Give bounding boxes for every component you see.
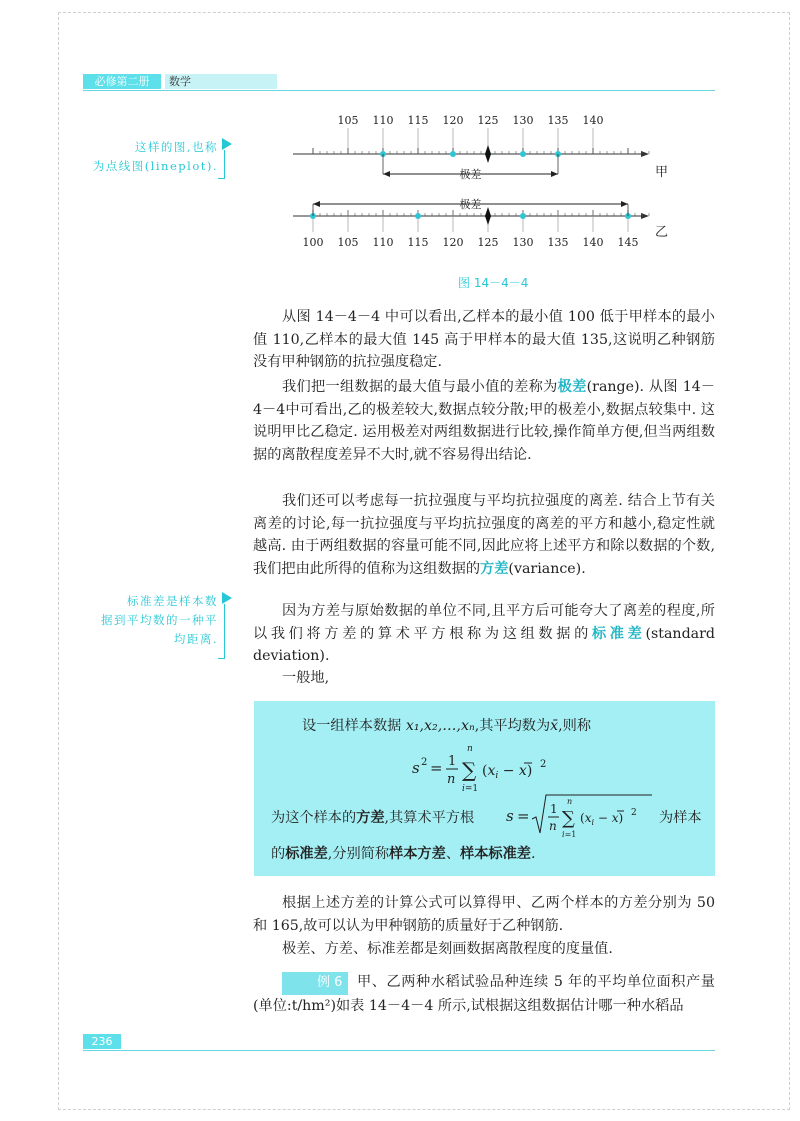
margin-note-lineplot xyxy=(93,138,218,176)
svg-text:1: 1 xyxy=(550,802,558,816)
svg-text:n: n xyxy=(567,797,573,806)
tick-label: 100 xyxy=(302,236,324,249)
margin-note-stddev xyxy=(101,592,218,649)
mean-marker xyxy=(485,145,491,163)
paragraph-result: 根据上述方差的计算公式可以算得甲、乙两个样本的方差分别为 50 和 165,故可以认为甲种钢筋的质量好于乙种钢筋. xyxy=(253,895,715,934)
tick-label: 140 xyxy=(582,114,604,127)
text: 因为方差与原始数据的单位不同,且平方后可能夸大了离差的程度,所以我们将方差的算术平方根称为这组数据的 xyxy=(253,603,715,642)
text: 我们还可以考虑每一抗拉强度与平均抗拉强度的离差. 结合上节有关离差的讨论,每一抗拉强度与平均抗拉强度的离差的平方和越小,稳定性就越高. 由于两组数据的容量可能不同,因此应将上述平方和除以数据的个数,我们把由此所得的值称为这组数据的 xyxy=(253,493,715,577)
svg-text:n: n xyxy=(447,772,456,787)
svg-text:=: = xyxy=(430,759,443,777)
svg-text:i=1: i=1 xyxy=(462,784,479,794)
paragraph-range xyxy=(253,376,715,466)
tick-label: 105 xyxy=(337,236,359,249)
term-stddev: 标准差 xyxy=(591,625,646,642)
tick-label: 110 xyxy=(372,236,394,249)
definition-box xyxy=(254,701,715,876)
term-stddev-box: 标准差 xyxy=(285,846,328,862)
tick-label: 115 xyxy=(407,114,429,127)
svg-text:=: = xyxy=(517,807,530,825)
figure-caption: 图 14－4－4 xyxy=(458,276,529,290)
box-line-3 xyxy=(271,807,474,827)
text: 的 xyxy=(271,846,286,862)
tick-label: 135 xyxy=(547,114,569,127)
tick-label: 120 xyxy=(442,114,464,127)
yi-label: 乙 xyxy=(655,225,669,240)
text: ,分别简称 xyxy=(327,846,390,862)
tick-label: 120 xyxy=(442,236,464,249)
text: ,其平均数为 xyxy=(474,718,551,734)
text: ,其算术平方根 xyxy=(384,810,475,826)
text: (variance). xyxy=(508,560,586,577)
box-line-1 xyxy=(302,715,591,735)
term-range: 极差 xyxy=(557,379,587,395)
data-point xyxy=(415,213,421,219)
box-line-4 xyxy=(271,843,535,863)
margin-arrow-icon xyxy=(222,138,232,150)
example-6 xyxy=(253,971,715,1017)
lineplot-svg xyxy=(285,110,685,260)
data-point xyxy=(520,213,526,219)
data-point xyxy=(520,151,526,157)
text: 甲、乙两种水稻试验品种连续 5 年的平均单位面积产量(单位:t/hm²)如表 14－4－4 所示,试根据这组数据估计哪一种水稻品 xyxy=(253,974,715,1014)
paragraph-1: 从图 14－4－4 中可以看出,乙样本的最小值 100 低于甲样本的最小值 110,乙样本的最大值 145 高于甲样本的最大值 135,这说明乙种钢筋没有甲种钢筋的抗拉强度稳定. xyxy=(253,309,715,371)
range-arrow-right xyxy=(621,201,628,207)
margin-note-line: 为点线图(lineplot). xyxy=(92,159,218,173)
svg-text:∑: ∑ xyxy=(562,808,575,829)
margin-note-bracket xyxy=(218,604,225,659)
svg-text:s: s xyxy=(412,759,420,777)
header-rule xyxy=(83,90,715,91)
tick-label: 145 xyxy=(617,236,639,249)
margin-note-line: 标准差是样本数 xyxy=(127,594,218,608)
margin-note-line: 这样的图,也称 xyxy=(134,140,218,154)
yi-axis xyxy=(293,197,649,249)
svg-text:∑: ∑ xyxy=(462,758,477,782)
range-arrow-right xyxy=(551,171,558,177)
svg-text:2: 2 xyxy=(540,759,547,770)
mean-marker xyxy=(485,207,491,225)
page-number: 236 xyxy=(83,1034,121,1049)
term-variance-box: 方差 xyxy=(356,810,385,826)
text: 我们把一组数据的最大值与最小值的差称为 xyxy=(282,379,558,395)
tick-label: 130 xyxy=(512,236,534,249)
svg-text:2: 2 xyxy=(421,757,428,768)
term-sample-variance: 样本方差 xyxy=(389,846,446,862)
term-sample-stddev: 样本标准差 xyxy=(460,846,531,862)
svg-text:n: n xyxy=(467,744,473,754)
stddev-formula xyxy=(506,791,656,841)
svg-text:(xi − x): $(x_i - x)$ xyxy=(482,763,533,781)
variance-formula xyxy=(412,739,572,795)
margin-note-line: 据到平均数的一种平 xyxy=(101,613,218,627)
svg-text:2: 2 xyxy=(631,808,637,818)
tick-label: 130 xyxy=(512,114,534,127)
tick-label: 125 xyxy=(477,236,499,249)
text: ,则称 xyxy=(558,718,592,734)
svg-text:n: n xyxy=(549,819,557,833)
jia-axis xyxy=(293,114,649,181)
subject-tag: 数学 xyxy=(165,74,277,89)
tick-label: 140 xyxy=(582,236,604,249)
svg-text:s: s xyxy=(506,807,514,825)
book-volume-tag: 必修第二册 xyxy=(83,74,161,89)
mean-symbol: x̄ xyxy=(550,718,559,734)
lineplot-figure xyxy=(285,110,685,264)
paragraph-measures: 极差、方差、标准差都是刻画数据离散程度的度量值. xyxy=(282,941,613,957)
svg-text:i=1: i=1 xyxy=(562,830,577,839)
range-arrow-left xyxy=(313,201,320,207)
tick-label: 110 xyxy=(372,114,394,127)
range-label: 极差 xyxy=(459,168,482,181)
margin-note-bracket xyxy=(218,150,225,179)
text: 、 xyxy=(445,846,461,862)
tick-label: 115 xyxy=(407,236,429,249)
range-arrow-left xyxy=(383,171,390,177)
svg-text:(xi − x): $(x_i - x)$ xyxy=(580,811,624,827)
box-line-3-end: 为样本 xyxy=(659,810,702,826)
example-tag: 例 6 xyxy=(282,972,348,995)
text: . xyxy=(530,846,536,862)
paragraph-variance xyxy=(253,490,715,580)
text: (range). 从图 14－4－4中可看出,乙的极差较大,数据点较分散;甲的极差小,数据点较集中. 这说明甲比乙稳定. 运用极差对两组数据进行比较,操作简单方便,但当两组数据的离散程度差异不大时,就不容易得出结论. xyxy=(253,379,715,463)
paragraph-stddev xyxy=(253,600,715,668)
text: 设一组样本数据 xyxy=(302,718,402,734)
text: 为这个样本的 xyxy=(271,810,357,826)
sample-vars: x₁,x₂,…,xₙ xyxy=(405,718,475,734)
footer-rule xyxy=(83,1050,715,1051)
svg-text:1: 1 xyxy=(448,754,457,769)
tick-label: 135 xyxy=(547,236,569,249)
text: (standard deviation). xyxy=(253,625,715,665)
paragraph-generally: 一般地, xyxy=(282,670,330,686)
jia-label: 甲 xyxy=(655,165,669,180)
term-variance: 方差 xyxy=(480,560,509,577)
data-point xyxy=(450,151,456,157)
tick-label: 105 xyxy=(337,114,359,127)
tick-label: 125 xyxy=(477,114,499,127)
range-label: 极差 xyxy=(459,198,482,211)
margin-arrow-icon xyxy=(222,592,232,604)
margin-note-line: 均距离. xyxy=(173,632,218,646)
